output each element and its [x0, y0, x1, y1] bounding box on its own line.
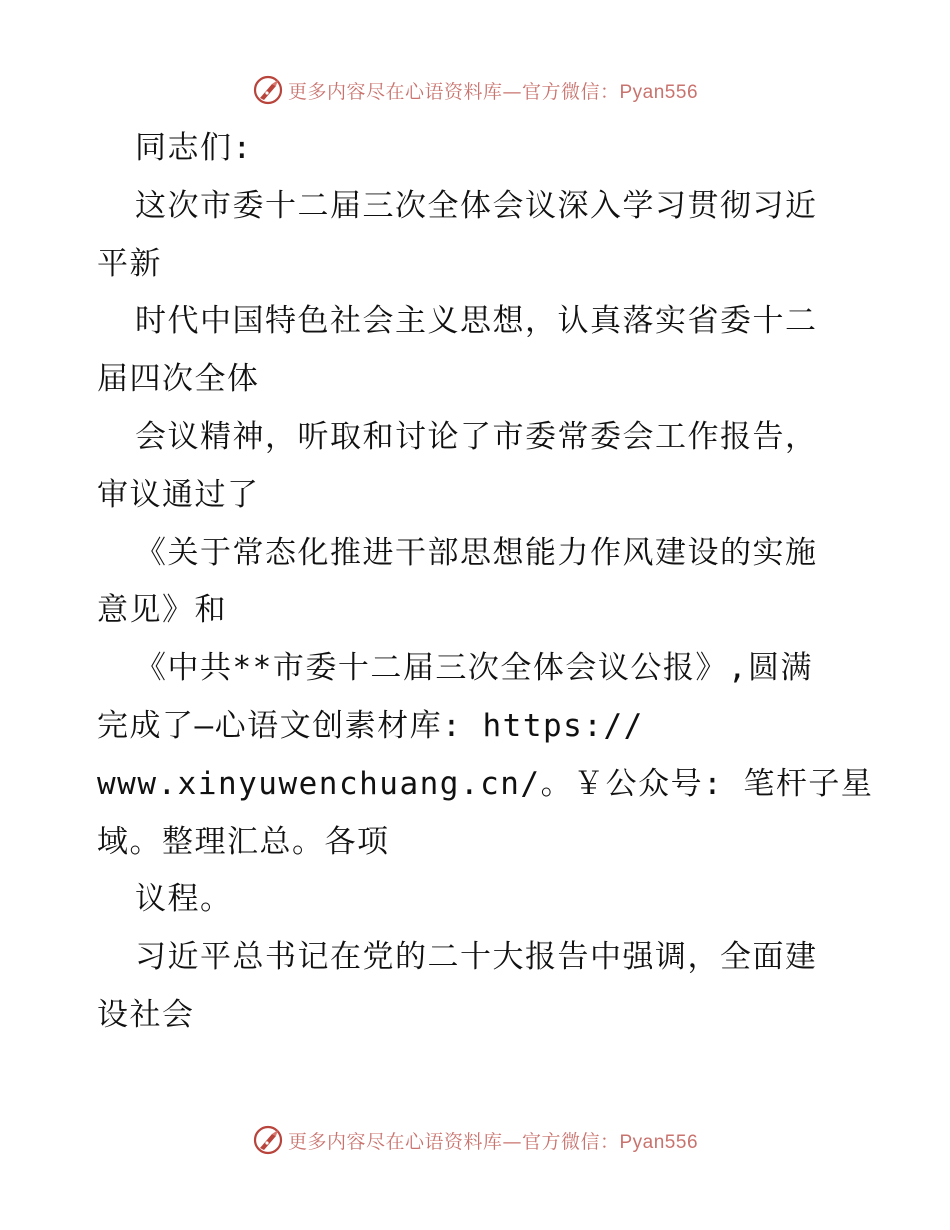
text-line: 平新 — [97, 245, 162, 282]
pen-nib-logo-icon — [252, 1124, 284, 1156]
text-line: www.xinyuwenchuang.cn/。￥公众号: 笔杆子星 — [97, 765, 874, 802]
text-line: 同志们: — [135, 130, 253, 166]
text-line: 届四次全体 — [97, 361, 260, 398]
banner-text: 更多内容尽在心语资料库—官方微信： — [287, 80, 620, 103]
footer-banner — [0, 1120, 950, 1160]
text-line: 域。整理汇总。各项 — [97, 823, 390, 860]
banner-wechat-id: Pyan556 — [619, 1131, 699, 1153]
header-banner — [0, 70, 950, 110]
document-body — [97, 124, 897, 1049]
banner-text: 更多内容尽在心语资料库—官方微信： — [287, 1130, 620, 1153]
text-line: 时代中国特色社会主义思想，认真落实省委十二 — [135, 303, 818, 340]
text-line: 完成了—心语文创素材库: https:// — [97, 707, 644, 744]
text-line: 这次市委十二届三次全体会议深入学习贯彻习近 — [135, 187, 818, 224]
text-line: 《中共**市委十二届三次全体会议公报》,圆满 — [135, 650, 813, 687]
text-line: 习近平总书记在党的二十大报告中强调，全面建 — [135, 939, 818, 976]
banner-wechat-id: Pyan556 — [619, 81, 699, 103]
text-line: 议程。 — [135, 881, 233, 918]
text-line: 《关于常态化推进干部思想能力作风建设的实施 — [135, 534, 818, 571]
text-line: 设社会 — [97, 996, 195, 1033]
pen-nib-logo-icon — [252, 74, 284, 106]
text-line: 审议通过了 — [97, 476, 260, 513]
text-line: 意见》和 — [97, 592, 227, 629]
text-line: 会议精神，听取和讨论了市委常委会工作报告， — [135, 418, 818, 455]
